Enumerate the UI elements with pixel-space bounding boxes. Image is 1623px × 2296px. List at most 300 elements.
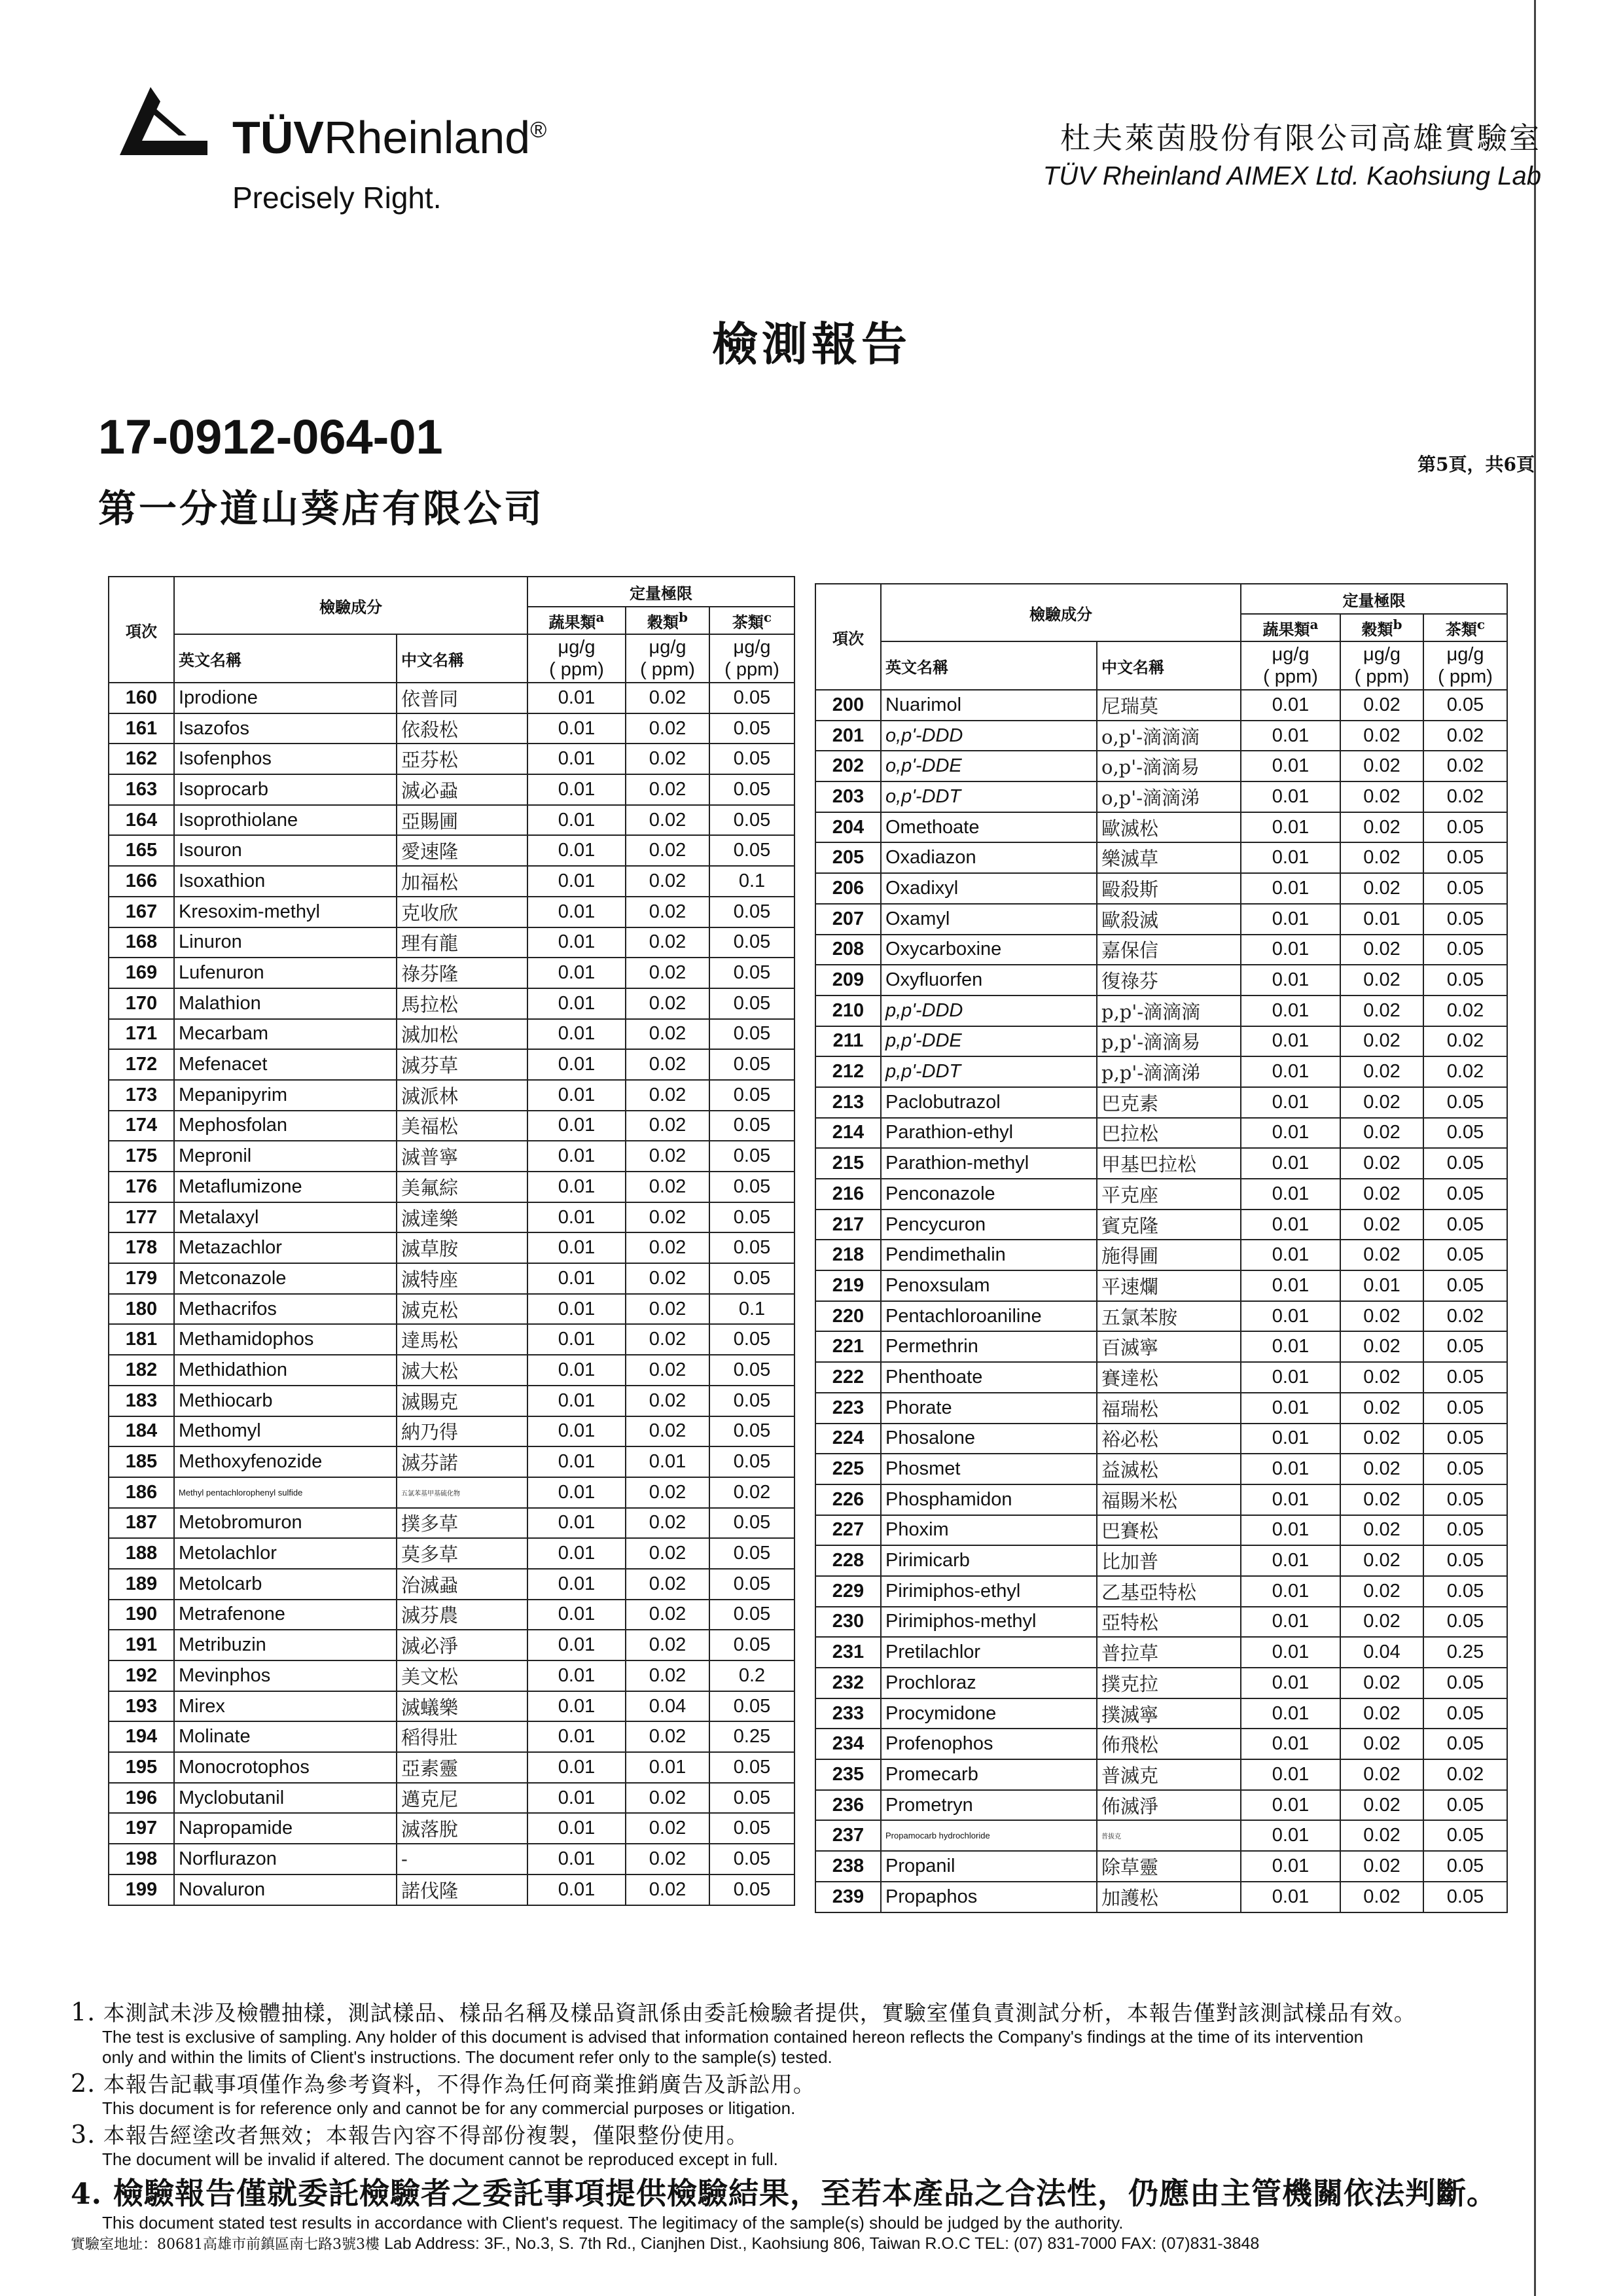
loq-vegetable-fruit: 0.01: [527, 1538, 626, 1569]
english-name: Isazofos: [174, 713, 397, 744]
english-name: Metobromuron: [174, 1508, 397, 1539]
table-row: [815, 1759, 1507, 1790]
loq-vegetable-fruit: 0.01: [527, 1660, 626, 1691]
english-name: Methidathion: [174, 1355, 397, 1386]
loq-grain: 0.02: [1340, 1179, 1423, 1210]
footnote-text-en: This document stated test results in accordance with Client's request. The legitimacy of the sample(s) should be judged by the authority.: [102, 2213, 1124, 2233]
table-row: [109, 774, 794, 805]
table-row: [815, 996, 1507, 1026]
loq-grain: 0.02: [626, 1783, 709, 1814]
loq-grain: 0.04: [626, 1691, 709, 1722]
loq-tea: 0.05: [1423, 1270, 1507, 1301]
english-name: Methoxyfenozide: [174, 1446, 397, 1477]
item-no: 183: [109, 1386, 174, 1416]
loq-vegetable-fruit: 0.01: [1241, 812, 1340, 843]
loq-tea: 0.02: [1423, 996, 1507, 1026]
brand-tagline: Precisely Right.: [232, 181, 442, 215]
table-row: [815, 1393, 1507, 1424]
table-row: [109, 1294, 794, 1325]
chinese-name: 馬拉松: [397, 988, 527, 1019]
chinese-name: 毆殺斯: [1097, 873, 1241, 904]
footnote-number: 4.: [71, 2178, 102, 2211]
english-name: Methamidophos: [174, 1324, 397, 1355]
loq-vegetable-fruit: 0.01: [527, 1080, 626, 1111]
chinese-name: 歐殺滅: [1097, 904, 1241, 935]
loq-grain: 0.02: [1340, 1484, 1423, 1515]
english-name: Propaphos: [881, 1882, 1097, 1912]
chinese-name: 歐滅松: [1097, 812, 1241, 843]
english-name: Methiocarb: [174, 1386, 397, 1416]
english-name: p,p'-DDD: [881, 996, 1097, 1026]
loq-vegetable-fruit: 0.01: [1241, 1820, 1340, 1851]
chinese-name: 治滅蝨: [397, 1569, 527, 1600]
english-name: Kresoxim-methyl: [174, 897, 397, 927]
english-name: Metaflumizone: [174, 1172, 397, 1202]
loq-grain: 0.02: [626, 1172, 709, 1202]
loq-vegetable-fruit: 0.01: [527, 1600, 626, 1630]
chinese-name: 佈滅淨: [1097, 1790, 1241, 1821]
loq-tea: 0.05: [709, 1202, 794, 1233]
chinese-name: 滅普寧: [397, 1141, 527, 1172]
loq-vegetable-fruit: 0.01: [1241, 1210, 1340, 1240]
english-name: Linuron: [174, 927, 397, 958]
loq-tea: 0.05: [709, 774, 794, 805]
chinese-name: 除草靈: [1097, 1851, 1241, 1882]
loq-vegetable-fruit: 0.01: [1241, 1270, 1340, 1301]
table-row: [815, 721, 1507, 751]
item-no: 166: [109, 866, 174, 897]
loq-tea: 0.05: [1423, 873, 1507, 904]
header-unit: μg/g ( ppm): [1241, 641, 1340, 690]
table-row: [815, 935, 1507, 965]
item-no: 188: [109, 1538, 174, 1569]
loq-tea: 0.05: [709, 1569, 794, 1600]
table-row: [815, 1851, 1507, 1882]
loq-vegetable-fruit: 0.01: [1241, 1851, 1340, 1882]
chinese-name: 普拔克: [1097, 1820, 1241, 1851]
chinese-name: 滅落脫: [397, 1813, 527, 1844]
footnote-text-zh: 本報告經塗改者無效；本報告內容不得部份複製，僅限整份使用。: [103, 2123, 749, 2148]
loq-vegetable-fruit: 0.01: [1241, 781, 1340, 812]
table-row: [815, 1087, 1507, 1118]
english-name: Phenthoate: [881, 1362, 1097, 1393]
loq-grain: 0.02: [626, 1538, 709, 1569]
header-unit: μg/g ( ppm): [1340, 641, 1423, 690]
loq-tea: 0.05: [709, 835, 794, 866]
table-row: [815, 1607, 1507, 1638]
table-row: [815, 1637, 1507, 1668]
english-name: o,p'-DDT: [881, 781, 1097, 812]
english-name: Methyl pentachlorophenyl sulfide: [174, 1477, 397, 1508]
english-name: Molinate: [174, 1721, 397, 1752]
loq-grain: 0.02: [626, 1080, 709, 1111]
header-loq: 定量極限: [1241, 584, 1507, 614]
loq-grain: 0.02: [626, 774, 709, 805]
item-no: 234: [815, 1729, 881, 1759]
loq-tea: 0.1: [709, 1294, 794, 1325]
english-name: Penoxsulam: [881, 1270, 1097, 1301]
loq-grain: 0.02: [626, 1813, 709, 1844]
chinese-name: 稻得壯: [397, 1721, 527, 1752]
item-no: 161: [109, 713, 174, 744]
table-row: [815, 1056, 1507, 1087]
english-name: Mepanipyrim: [174, 1080, 397, 1111]
item-no: 194: [109, 1721, 174, 1752]
chinese-name: o,p'-滴滴滴: [1097, 721, 1241, 751]
loq-vegetable-fruit: 0.01: [1241, 1148, 1340, 1179]
loq-vegetable-fruit: 0.01: [1241, 1515, 1340, 1546]
table-row: [109, 713, 794, 744]
table-row: [109, 988, 794, 1019]
table-row: [815, 1179, 1507, 1210]
english-name: Oxadiazon: [881, 842, 1097, 873]
loq-tea: 0.05: [1423, 1362, 1507, 1393]
chinese-name: 亞芬松: [397, 744, 527, 774]
loq-vegetable-fruit: 0.01: [1241, 1026, 1340, 1057]
item-no: 227: [815, 1515, 881, 1546]
header-en-name: 英文名稱: [881, 641, 1097, 690]
loq-grain: 0.02: [1340, 781, 1423, 812]
loq-vegetable-fruit: 0.01: [1241, 1607, 1340, 1638]
table-row: [815, 1026, 1507, 1057]
english-name: o,p'-DDD: [881, 721, 1097, 751]
loq-vegetable-fruit: 0.01: [1241, 1179, 1340, 1210]
loq-vegetable-fruit: 0.01: [527, 1172, 626, 1202]
loq-tea: 0.02: [1423, 781, 1507, 812]
item-no: 178: [109, 1232, 174, 1263]
table-row: [815, 1454, 1507, 1484]
loq-tea: 0.05: [1423, 1148, 1507, 1179]
loq-tea: 0.05: [1423, 965, 1507, 996]
loq-vegetable-fruit: 0.01: [527, 866, 626, 897]
item-no: 233: [815, 1698, 881, 1729]
chinese-name: 依殺松: [397, 713, 527, 744]
item-no: 207: [815, 904, 881, 935]
loq-vegetable-fruit: 0.01: [527, 1721, 626, 1752]
loq-vegetable-fruit: 0.01: [527, 1874, 626, 1905]
item-no: 167: [109, 897, 174, 927]
table-row: [109, 1630, 794, 1660]
chinese-name: 撲克拉: [1097, 1668, 1241, 1698]
table-row: [109, 1202, 794, 1233]
header-component: 檢驗成分: [881, 584, 1241, 641]
english-name: Isoprothiolane: [174, 805, 397, 836]
item-no: 176: [109, 1172, 174, 1202]
english-name: Oxamyl: [881, 904, 1097, 935]
chinese-name: 益滅松: [1097, 1454, 1241, 1484]
loq-vegetable-fruit: 0.01: [1241, 1056, 1340, 1087]
english-name: Nuarimol: [881, 690, 1097, 721]
loq-tea: 0.05: [709, 683, 794, 713]
footnote-number: 2.: [71, 2069, 96, 2098]
loq-grain: 0.02: [626, 1721, 709, 1752]
item-no: 221: [815, 1331, 881, 1362]
table-row: [815, 1362, 1507, 1393]
english-name: Norflurazon: [174, 1844, 397, 1874]
loq-tea: 0.02: [1423, 1026, 1507, 1057]
chinese-name: 邁克尼: [397, 1783, 527, 1814]
lab-name-en: TÜV Rheinland AIMEX Ltd. Kaohsiung Lab: [1043, 162, 1541, 190]
table-row: [815, 751, 1507, 781]
header-cat3: 茶類$^c$: [709, 607, 794, 634]
loq-grain: 0.02: [626, 1569, 709, 1600]
item-no: 209: [815, 965, 881, 996]
loq-vegetable-fruit: 0.01: [1241, 1454, 1340, 1484]
footnote-text-zh: 本測試未涉及檢體抽樣，測試樣品、樣品名稱及樣品資訊係由委託檢驗者提供，實驗室僅負責測試分析，本報告僅對該測試樣品有效。: [103, 2000, 1416, 2026]
item-no: 226: [815, 1484, 881, 1515]
loq-tea: 0.05: [1423, 1393, 1507, 1424]
item-no: 172: [109, 1049, 174, 1080]
loq-vegetable-fruit: 0.01: [527, 805, 626, 836]
table-row: [109, 1569, 794, 1600]
chinese-name: 滅達樂: [397, 1202, 527, 1233]
english-name: Isouron: [174, 835, 397, 866]
loq-grain: 0.02: [1340, 842, 1423, 873]
item-no: 180: [109, 1294, 174, 1325]
item-no: 219: [815, 1270, 881, 1301]
loq-vegetable-fruit: 0.01: [1241, 935, 1340, 965]
loq-vegetable-fruit: 0.01: [1241, 1759, 1340, 1790]
table-row: [109, 1019, 794, 1050]
loq-vegetable-fruit: 0.01: [527, 683, 626, 713]
table-row: [815, 1729, 1507, 1759]
loq-vegetable-fruit: 0.01: [1241, 721, 1340, 751]
english-name: Prometryn: [881, 1790, 1097, 1821]
table-row: [109, 1813, 794, 1844]
item-no: 170: [109, 988, 174, 1019]
table-row: [815, 781, 1507, 812]
loq-tea: 0.05: [709, 1630, 794, 1660]
chinese-name: 理有龍: [397, 927, 527, 958]
loq-grain: 0.02: [1340, 721, 1423, 751]
chinese-name: -: [397, 1844, 527, 1874]
loq-vegetable-fruit: 0.01: [1241, 751, 1340, 781]
item-no: 169: [109, 958, 174, 988]
chinese-name: 祿芬隆: [397, 958, 527, 988]
loq-grain: 0.02: [626, 1874, 709, 1905]
table-row: [815, 1484, 1507, 1515]
loq-tea: 0.05: [1423, 1087, 1507, 1118]
lab-address: 實驗室地址：80681高雄市前鎮區南七路3號3樓 Lab Address: 3F., No.3, S. 7th Rd., Cianjhen Dist., Kaohsiung 806, Taiwan R.O.C TEL: (07) 831-7000 FAX: (07)831-3848: [71, 2234, 1260, 2253]
table-row: [109, 1600, 794, 1630]
loq-tea: 0.05: [1423, 812, 1507, 843]
item-no: 228: [815, 1545, 881, 1576]
english-name: Pirimiphos-ethyl: [881, 1576, 1097, 1607]
loq-grain: 0.02: [1340, 1240, 1423, 1270]
loq-vegetable-fruit: 0.01: [527, 1111, 626, 1141]
table-row: [815, 1576, 1507, 1607]
chinese-name: 達馬松: [397, 1324, 527, 1355]
english-name: p,p'-DDE: [881, 1026, 1097, 1057]
chinese-name: 亞賜圃: [397, 805, 527, 836]
loq-grain: 0.02: [1340, 1515, 1423, 1546]
table-row: [109, 1446, 794, 1477]
loq-vegetable-fruit: 0.01: [1241, 1240, 1340, 1270]
loq-grain: 0.02: [626, 1477, 709, 1508]
loq-tea: 0.2: [709, 1660, 794, 1691]
item-no: 232: [815, 1668, 881, 1698]
chinese-name: 加護松: [1097, 1882, 1241, 1912]
loq-grain: 0.02: [1340, 1668, 1423, 1698]
item-no: 162: [109, 744, 174, 774]
loq-tea: 0.05: [709, 1355, 794, 1386]
english-name: Permethrin: [881, 1331, 1097, 1362]
english-name: Phosalone: [881, 1424, 1097, 1454]
item-no: 206: [815, 873, 881, 904]
loq-grain: 0.02: [626, 897, 709, 927]
loq-tea: 0.05: [709, 1446, 794, 1477]
chinese-name: 依普同: [397, 683, 527, 713]
chinese-name: 甲基巴拉松: [1097, 1148, 1241, 1179]
english-name: Propamocarb hydrochloride: [881, 1820, 1097, 1851]
loq-grain: 0.01: [626, 1752, 709, 1783]
loq-grain: 0.02: [1340, 996, 1423, 1026]
loq-grain: 0.02: [1340, 751, 1423, 781]
loq-tea: 0.05: [1423, 1729, 1507, 1759]
item-no: 236: [815, 1790, 881, 1821]
header-component: 檢驗成分: [174, 577, 527, 634]
loq-vegetable-fruit: 0.01: [1241, 873, 1340, 904]
loq-vegetable-fruit: 0.01: [527, 1355, 626, 1386]
item-no: 212: [815, 1056, 881, 1087]
loq-vegetable-fruit: 0.01: [527, 1813, 626, 1844]
chinese-name: 諾伐隆: [397, 1874, 527, 1905]
table-row: [815, 904, 1507, 935]
item-no: 171: [109, 1019, 174, 1050]
loq-vegetable-fruit: 0.01: [1241, 1118, 1340, 1149]
chinese-name: p,p'-滴滴易: [1097, 1026, 1241, 1057]
item-no: 202: [815, 751, 881, 781]
table-row: [109, 835, 794, 866]
loq-grain: 0.02: [626, 927, 709, 958]
loq-vegetable-fruit: 0.01: [1241, 1087, 1340, 1118]
loq-grain: 0.02: [1340, 1454, 1423, 1484]
english-name: Isoprocarb: [174, 774, 397, 805]
loq-tea: 0.05: [709, 1844, 794, 1874]
english-name: Oxadixyl: [881, 873, 1097, 904]
loq-vegetable-fruit: 0.01: [527, 1049, 626, 1080]
item-no: 164: [109, 805, 174, 836]
english-name: Omethoate: [881, 812, 1097, 843]
chinese-name: 普拉草: [1097, 1637, 1241, 1668]
chinese-name: 五氯苯基甲基硫化物: [397, 1477, 527, 1508]
loq-vegetable-fruit: 0.01: [527, 927, 626, 958]
loq-tea: 0.05: [709, 1232, 794, 1263]
loq-tea: 0.05: [709, 1019, 794, 1050]
header-cat3: 茶類$^c$: [1423, 614, 1507, 641]
loq-vegetable-fruit: 0.01: [527, 1202, 626, 1233]
loq-grain: 0.02: [1340, 1331, 1423, 1362]
loq-tea: 0.05: [1423, 1820, 1507, 1851]
header-item-no: 項次: [109, 577, 174, 683]
header-unit: μg/g ( ppm): [709, 634, 794, 683]
loq-grain: 0.02: [1340, 1148, 1423, 1179]
item-no: 192: [109, 1660, 174, 1691]
item-no: 191: [109, 1630, 174, 1660]
loq-tea: 0.05: [1423, 1668, 1507, 1698]
item-no: 173: [109, 1080, 174, 1111]
loq-grain: 0.02: [626, 1386, 709, 1416]
table-row: [109, 1324, 794, 1355]
english-name: Mevinphos: [174, 1660, 397, 1691]
loq-tea: 0.05: [709, 1600, 794, 1630]
loq-grain: 0.02: [626, 1111, 709, 1141]
loq-tea: 0.05: [1423, 1790, 1507, 1821]
table-row: [109, 1232, 794, 1263]
loq-grain: 0.02: [626, 1600, 709, 1630]
loq-grain: 0.02: [1340, 1851, 1423, 1882]
chinese-name: 乙基亞特松: [1097, 1576, 1241, 1607]
item-no: 163: [109, 774, 174, 805]
table-row: [815, 1545, 1507, 1576]
loq-tea: 0.05: [709, 744, 794, 774]
item-no: 186: [109, 1477, 174, 1508]
english-name: Metolcarb: [174, 1569, 397, 1600]
loq-tea: 0.05: [709, 897, 794, 927]
tuv-triangle-icon: [115, 82, 213, 160]
header-unit: μg/g ( ppm): [1423, 641, 1507, 690]
loq-vegetable-fruit: 0.01: [527, 835, 626, 866]
chinese-name: 滅蟻樂: [397, 1691, 527, 1722]
english-name: Pendimethalin: [881, 1240, 1097, 1270]
loq-tea: 0.05: [1423, 1331, 1507, 1362]
loq-grain: 0.01: [626, 1446, 709, 1477]
english-name: Prochloraz: [881, 1668, 1097, 1698]
chinese-name: 美氟綜: [397, 1172, 527, 1202]
loq-tea: 0.05: [709, 1508, 794, 1539]
header-cat2: 穀類$^b$: [626, 607, 709, 634]
loq-tea: 0.05: [709, 805, 794, 836]
item-no: 231: [815, 1637, 881, 1668]
loq-grain: 0.02: [626, 866, 709, 897]
loq-vegetable-fruit: 0.01: [1241, 965, 1340, 996]
loq-grain: 0.02: [626, 1294, 709, 1325]
loq-grain: 0.02: [1340, 1607, 1423, 1638]
chinese-name: 福瑞松: [1097, 1393, 1241, 1424]
loq-grain: 0.02: [1340, 1362, 1423, 1393]
loq-vegetable-fruit: 0.01: [527, 1019, 626, 1050]
english-name: Phoxim: [881, 1515, 1097, 1546]
english-name: Napropamide: [174, 1813, 397, 1844]
header-zh-name: 中文名稱: [1097, 641, 1241, 690]
footnote: [71, 2119, 1550, 2170]
item-no: 190: [109, 1600, 174, 1630]
english-name: Metconazole: [174, 1263, 397, 1294]
table-row: [815, 1668, 1507, 1698]
english-name: Monocrotophos: [174, 1752, 397, 1783]
table-row: [109, 1691, 794, 1722]
loq-tea: 0.05: [1423, 935, 1507, 965]
loq-vegetable-fruit: 0.01: [527, 1477, 626, 1508]
loq-vegetable-fruit: 0.01: [527, 897, 626, 927]
table-row: [109, 927, 794, 958]
loq-tea: 0.05: [1423, 1545, 1507, 1576]
loq-grain: 0.02: [626, 958, 709, 988]
table-row: [815, 873, 1507, 904]
english-name: Mephosfolan: [174, 1111, 397, 1141]
loq-tea: 0.05: [709, 1691, 794, 1722]
loq-grain: 0.02: [1340, 935, 1423, 965]
loq-tea: 0.05: [709, 1386, 794, 1416]
header-unit: μg/g ( ppm): [527, 634, 626, 683]
loq-vegetable-fruit: 0.01: [1241, 1637, 1340, 1668]
loq-grain: 0.02: [626, 1508, 709, 1539]
loq-vegetable-fruit: 0.01: [527, 1324, 626, 1355]
chinese-name: 滅克松: [397, 1294, 527, 1325]
item-no: 174: [109, 1111, 174, 1141]
loq-grain: 0.02: [1340, 1301, 1423, 1332]
footnote: [71, 2170, 1550, 2233]
